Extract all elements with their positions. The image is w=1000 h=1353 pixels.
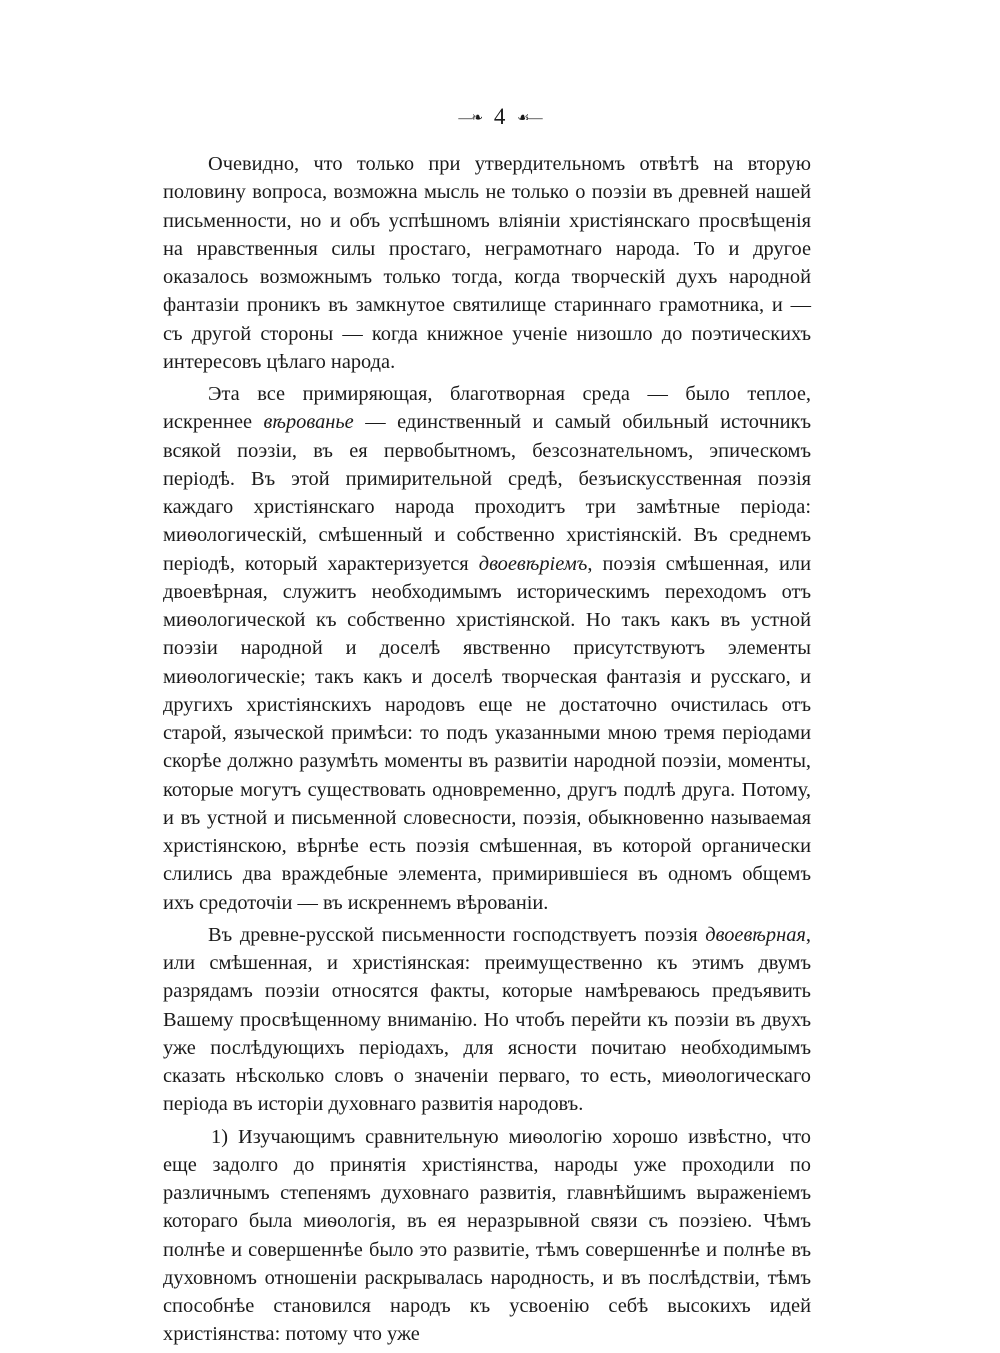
paragraph-text: Эта все примиряющая, благотворная среда — было теплое, искреннее bbox=[163, 383, 811, 434]
paragraph bbox=[163, 150, 811, 376]
italic-term: вѣрованье bbox=[263, 411, 354, 434]
ornament-left-icon: —❧ bbox=[458, 110, 483, 126]
paragraph-text: Очевидно, что только при утвердительномъ отвѣтѣ на вторую половину вопроса, возможна мысль не только о поэзіи въ древней нашей письменности, но и объ успѣшномъ вліяніи христіянскаго просвѣщенія на нравственныя силы простаго, неграмотнаго народа. То и другое оказалось возможнымъ только тогда, когда творческій духъ народной фантазіи проникъ въ замкнутое святилище стариннаго грамотника, и — съ другой стороны — когда книжное ученіе низошло до поэтическихъ интересовъ цѣлаго народа. bbox=[163, 153, 811, 373]
paragraph-text: Въ древне-русской письменности господствуетъ поэзія bbox=[208, 923, 706, 946]
paragraph-text: , или смѣшенная, и христіянская: преимущественно къ этимъ двумъ разрядамъ поэзіи относятся факты, которые намѣреваюсь предъявить Вашему просвѣщенному вниманію. Но чтобъ перейти къ поэзіи въ двухъ уже послѣдующихъ періодахъ, для ясности почитаю необходимымъ сказать нѣсколько словъ о значеніи перваго, то есть, миѳологическаго періода въ исторіи духовнаго развитія народовъ. bbox=[163, 923, 811, 1116]
paragraph-text: , поэзія смѣшенная, или двоевѣрная, служитъ необходимымъ историческимъ переходомъ отъ миѳологической къ собственно христіянской. Но такъ какъ въ устной поэзіи народной и доселѣ явственно присутствуютъ элементы миѳологическіе; такъ какъ и доселѣ творческая фантазія и русскаго, и другихъ христіянскихъ народовъ еще не достаточно очистилась отъ старой, языческой примѣси: то подъ указанными мною тремя періодами скорѣе должно разумѣть моменты въ развитіи народной поэзіи, моменты, которые могутъ существовать одновременно, другъ подлѣ друга. Потому, и въ устной и письменной словесности, поэзія, обыкновенно называемая христіянскою, вѣрнѣе есть поэзія смѣшенная, въ которой органически слились два враждебные элемента, примирившіеся въ одномъ общемъ ихъ средоточіи — въ искреннемъ вѣрованіи. bbox=[163, 552, 811, 914]
page-number: 4 bbox=[493, 104, 506, 129]
ornament-right-icon: ☙— bbox=[517, 110, 542, 126]
italic-term: двоевѣрная bbox=[705, 923, 806, 946]
page-header bbox=[0, 104, 1000, 132]
italic-term: двоевѣріемъ bbox=[478, 552, 588, 575]
numbered-paragraph bbox=[163, 1123, 811, 1349]
paragraph-text: — единственный и самый обильный источникъ всякой поэзіи, въ ея первобытномъ, безсознательномъ, эпическомъ періодѣ. Въ этой примирительной средѣ, безъискусственная поэзія каждаго христіянскаго народа проходитъ три замѣтные періода: миѳологическій, смѣшенный и собственно христіянскій. Въ среднемъ періодѣ, который характеризуется bbox=[163, 411, 811, 575]
body-text bbox=[163, 150, 811, 1353]
paragraph bbox=[163, 380, 811, 917]
paragraph bbox=[163, 921, 811, 1119]
paragraph-text: 1) Изучающимъ сравнительную миѳологію хорошо извѣстно, что еще задолго до принятія христіянства, народы уже проходили по различнымъ степенямъ духовнаго развитія, главнѣйшимъ выраженіемъ котораго была миѳологія, въ ея неразрывной связи съ поэзіею. Чѣмъ полнѣе и совершеннѣе было это развитіе, тѣмъ совершеннѣе и полнѣе въ духовномъ отношеніи раскрывалась народность, и въ послѣдствіи, тѣмъ способнѣе становился народъ къ усвоенію себѣ высокихъ идей христіянства: потому что уже bbox=[163, 1125, 811, 1346]
